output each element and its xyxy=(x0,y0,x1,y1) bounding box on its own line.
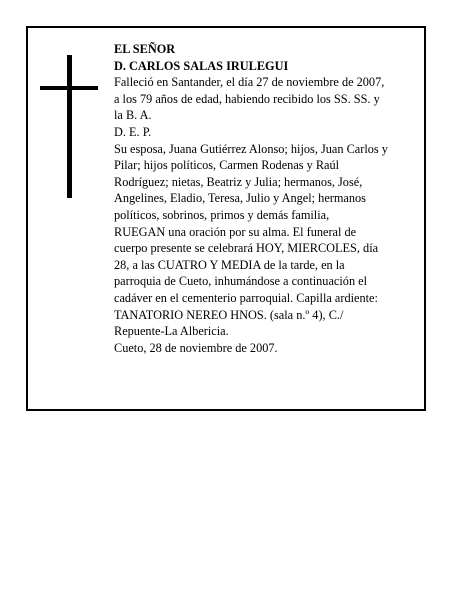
cross-icon xyxy=(40,55,98,198)
body-line: la B. A. xyxy=(114,108,152,123)
body-line: a los 79 años de edad, habiendo recibido los SS. SS. y xyxy=(114,91,380,106)
body-line: Falleció en Santander, el día 27 de noviembre de 2007, xyxy=(114,75,385,90)
deceased-name: D. CARLOS SALAS IRULEGUI xyxy=(114,58,289,73)
body-line: Cueto, 28 de noviembre de 2007. xyxy=(114,340,278,355)
cross-vertical-bar xyxy=(67,55,72,198)
notice-text xyxy=(114,41,426,356)
body-line: cadáver en el cementerio parroquial. Capilla ardiente: xyxy=(114,290,378,305)
body-line: cuerpo presente se celebrará HOY, MIERCOLES, día xyxy=(114,241,379,256)
body-line: Pilar; hijos políticos, Carmen Rodenas y Raúl xyxy=(114,158,340,173)
body-line: Angelines, Eladio, Teresa, Julio y Angel; hermanos xyxy=(114,191,366,206)
body-line: RUEGAN una oración por su alma. El funeral de xyxy=(114,224,357,239)
body-line: políticos, sobrinos, primos y demás familia, xyxy=(114,207,330,222)
body-line: TANATORIO NEREO HNOS. (sala n.º 4), C./ xyxy=(114,307,344,322)
body-line: parroquia de Cueto, inhumándose a continuación el xyxy=(114,274,368,289)
body-line: Rodríguez; nietas, Beatriz y Julia; hermanos, José, xyxy=(114,174,363,189)
cross-horizontal-bar xyxy=(40,86,98,90)
body-line: D. E. P. xyxy=(114,124,152,139)
body-line: Su esposa, Juana Gutiérrez Alonso; hijos, Juan Carlos y xyxy=(114,141,388,156)
notice-title: EL SEÑOR xyxy=(114,42,176,56)
body-line: 28, a las CUATRO Y MEDIA de la tarde, en la xyxy=(114,257,345,272)
body-line: Repuente-La Albericia. xyxy=(114,324,229,339)
obituary-notice xyxy=(26,26,426,411)
